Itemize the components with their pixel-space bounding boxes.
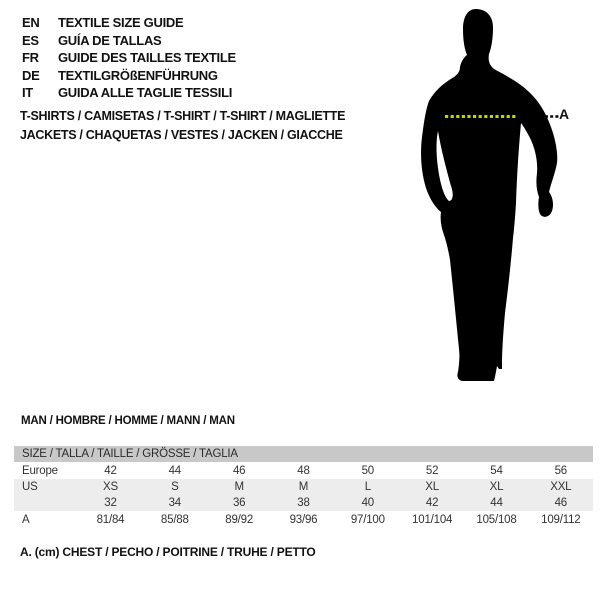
language-code: FR	[22, 50, 39, 66]
category-line-tshirts: T-SHIRTS / CAMISETAS / T-SHIRT / T-SHIRT / MAGLIETTE	[20, 109, 346, 123]
language-row-es	[22, 32, 236, 50]
size-cell: 54	[490, 464, 503, 477]
size-cell: 101/104	[412, 513, 453, 526]
size-cell: 97/100	[350, 513, 385, 526]
language-code: DE	[22, 67, 40, 83]
size-cell: 109/112	[541, 513, 581, 526]
language-label: GUIDA ALLE TAGLIE TESSILI	[58, 85, 233, 101]
size-cell: 46	[529, 495, 593, 511]
size-cell: XL	[400, 479, 464, 495]
language-row-de	[22, 67, 236, 85]
size-cell: 36	[207, 495, 271, 511]
language-code: IT	[22, 85, 33, 101]
language-label: GUÍA DE TALLAS	[58, 32, 162, 48]
size-cell: M	[271, 479, 335, 495]
size-table-header-row	[14, 446, 593, 462]
table-row-us-numeric	[14, 495, 593, 511]
size-table	[14, 446, 593, 528]
table-row-us	[14, 479, 593, 495]
size-cell: 56	[554, 464, 568, 477]
size-cell: 40	[336, 495, 400, 511]
size-cell: 32	[78, 495, 142, 511]
row-label: US	[14, 479, 78, 495]
size-cell: 38	[271, 495, 335, 511]
man-silhouette-figure	[410, 5, 575, 390]
chest-measure-label: A	[559, 106, 570, 122]
footnote-chest-legend: A. (cm) CHEST / PECHO / POITRINE / TRUHE / PETTO	[20, 545, 316, 559]
size-cell: 93/96	[289, 513, 318, 526]
language-label: GUIDE DES TAILLES TEXTILE	[58, 50, 236, 66]
category-block	[20, 107, 345, 144]
size-table-header: SIZE / TALLA / TAILLE / GRÖSSE / TAGLIA	[14, 446, 593, 462]
size-cell: 46	[232, 464, 246, 477]
size-cell: XXL	[529, 479, 593, 495]
size-cell: 44	[464, 495, 528, 511]
size-cell: XS	[78, 479, 142, 495]
size-cell: 85/88	[160, 513, 189, 526]
language-label: TEXTILE SIZE GUIDE	[58, 15, 184, 31]
table-row-europe	[14, 462, 593, 479]
language-row-fr	[22, 49, 236, 67]
size-cell: XL	[464, 479, 528, 495]
size-cell: 81/84	[96, 513, 125, 526]
language-code: EN	[22, 15, 40, 31]
language-row-en	[22, 14, 236, 32]
size-cell: L	[336, 479, 400, 495]
size-cell: 42	[104, 464, 117, 477]
size-cell: 105/108	[476, 513, 517, 526]
size-cell: 42	[400, 495, 464, 511]
size-cell: M	[207, 479, 271, 495]
size-cell: 89/92	[225, 513, 254, 526]
table-row-chest-cm	[14, 511, 593, 528]
language-list	[22, 14, 236, 102]
section-title-man: MAN / HOMBRE / HOMME / MANN / MAN	[21, 415, 235, 427]
row-label	[14, 495, 78, 511]
language-label: TEXTILGRÖßENFÜHRUNG	[58, 67, 218, 83]
row-label: Europe	[22, 464, 58, 477]
size-cell: 48	[297, 464, 310, 477]
row-label: A	[22, 513, 30, 526]
size-cell: 52	[425, 464, 439, 477]
size-cell: 44	[168, 464, 182, 477]
category-line-jackets: JACKETS / CHAQUETAS / VESTES / JACKEN / GIACCHE	[20, 127, 343, 142]
language-code: ES	[22, 32, 39, 48]
language-row-it	[22, 84, 236, 102]
size-cell: S	[143, 479, 207, 495]
size-cell: 34	[143, 495, 207, 511]
man-silhouette	[410, 5, 575, 390]
size-cell: 50	[361, 464, 374, 477]
